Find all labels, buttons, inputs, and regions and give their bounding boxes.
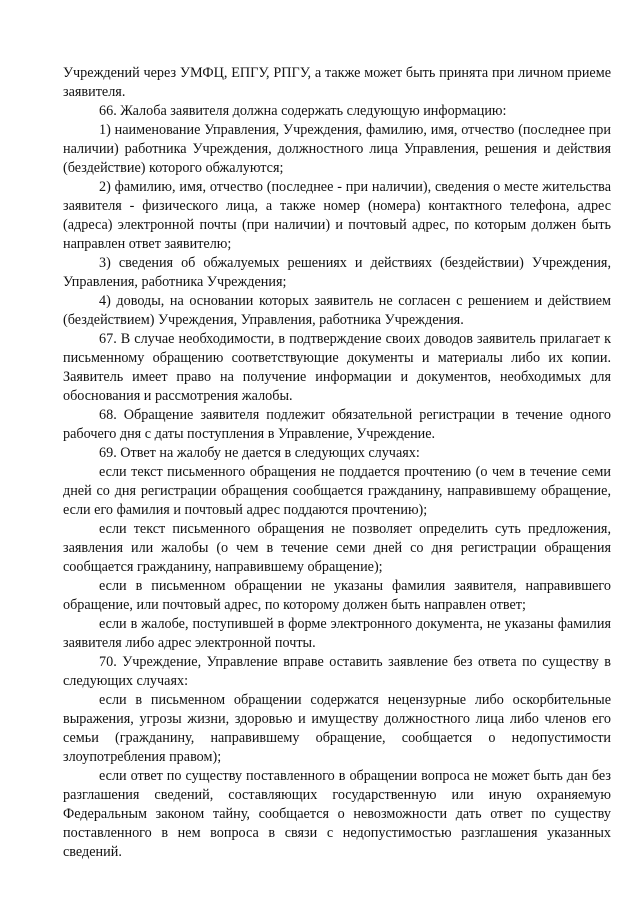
paragraph-66-item-1: 1) наименование Управления, Учреждения, фамилию, имя, отчество (последнее при наличии) работника Учреждения, должностного лица Управления, решения и действия (бездействие) которого обжалуются; [63, 122, 611, 176]
paragraph-67: 67. В случае необходимости, в подтверждение своих доводов заявитель прилагает к письменному обращению соответствующие документы и материалы либо их копии. Заявитель имеет право на получение информации и документов, необходимых для обоснования и рассмотрения жалобы. [63, 331, 611, 404]
paragraph-70: 70. Учреждение, Управление вправе оставить заявление без ответа по существу в следующих случаях: [63, 654, 611, 689]
paragraph-69-case-4: если в жалобе, поступившей в форме электронного документа, не указаны фамилия заявителя либо адрес электронной почты. [63, 616, 611, 651]
paragraph-continuation: Учреждений через УМФЦ, ЕПГУ, РПГУ, а также может быть принята при личном приеме заявителя. [63, 65, 611, 100]
paragraph-69-case-2: если текст письменного обращения не позволяет определить суть предложения, заявления или жалобы (о чем в течение семи дней со дня регистрации обращения сообщается гражданину, направившему обращение); [63, 521, 611, 575]
paragraph-66-item-2: 2) фамилию, имя, отчество (последнее - при наличии), сведения о месте жительства заявителя - физического лица, а также номер (номера) контактного телефона, адрес (адреса) электронной почты (при наличии) и почтовый адрес, по которым должен быть направлен ответ заявителю; [63, 179, 611, 252]
paragraph-66: 66. Жалоба заявителя должна содержать следующую информацию: [99, 103, 507, 119]
paragraph-66-item-4: 4) доводы, на основании которых заявитель не согласен с решением и действием (бездействием) Учреждения, Управления, работника Учреждения. [63, 293, 611, 328]
document-page [63, 64, 611, 862]
paragraph-69-case-3: если в письменном обращении не указаны фамилия заявителя, направившего обращение, или почтовый адрес, по которому должен быть направлен ответ; [63, 578, 611, 613]
paragraph-68: 68. Обращение заявителя подлежит обязательной регистрации в течение одного рабочего дня с даты поступления в Управление, Учреждение. [63, 407, 611, 442]
paragraph-69: 69. Ответ на жалобу не дается в следующих случаях: [99, 445, 420, 461]
paragraph-70-case-2: если ответ по существу поставленного в обращении вопроса не может быть дан без разглашения сведений, составляющих государственную или иную охраняемую Федеральным законом тайну, сообщается о невозможности дать ответ по существу поставленного в нем вопроса в связи с недопустимостью разглашения указанных сведений. [63, 768, 611, 860]
paragraph-66-item-3: 3) сведения об обжалуемых решениях и действиях (бездействии) Учреждения, Управления, работника Учреждения; [63, 255, 611, 290]
paragraph-70-case-1: если в письменном обращении содержатся нецензурные либо оскорбительные выражения, угрозы жизни, здоровью и имуществу должностного лица либо членов его семьи (гражданину, направившему обращение, сообщается о недопустимости злоупотребления правом); [63, 692, 611, 765]
paragraph-69-case-1: если текст письменного обращения не поддается прочтению (о чем в течение семи дней со дня регистрации обращения сообщается гражданину, направившему обращение, если его фамилия и почтовый адрес поддаются прочтению); [63, 464, 611, 518]
